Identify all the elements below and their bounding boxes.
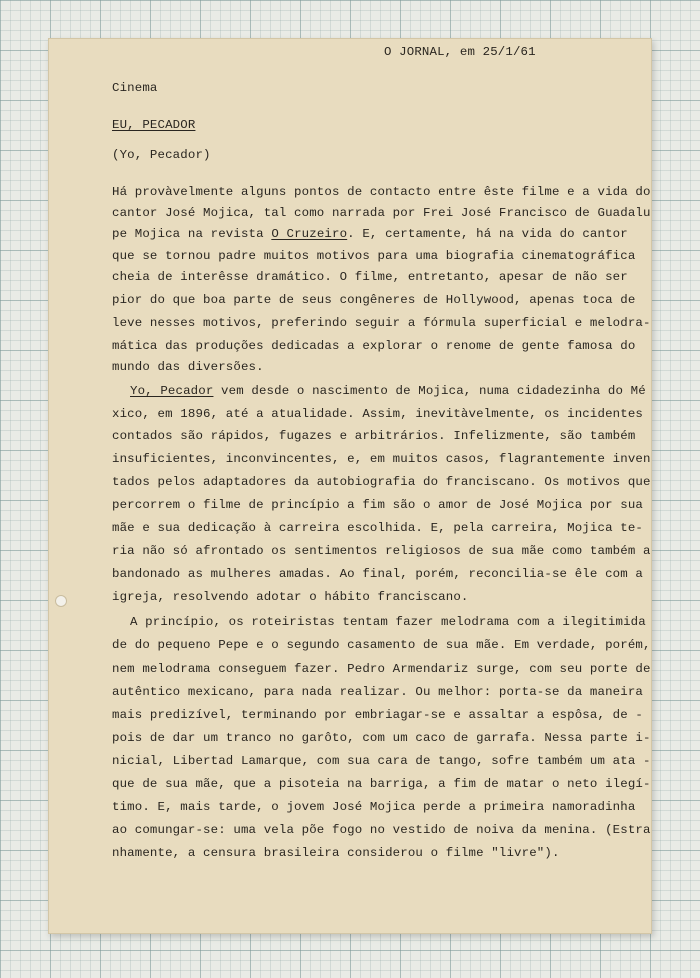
section-label: Cinema bbox=[112, 81, 158, 95]
article-title: EU, PECADOR bbox=[112, 118, 196, 132]
text-line: A princípio, os roteiristas tentam fazer melodrama com a ilegitimida bbox=[130, 615, 646, 629]
original-title: (Yo, Pecador) bbox=[112, 148, 211, 162]
text-line: que de sua mãe, que a pisoteia na barriga, a fim de matar o neto ilegí- bbox=[112, 777, 651, 791]
text-line: xico, em 1896, até a atualidade. Assim, inevitàvelmente, os incidentes bbox=[112, 407, 643, 421]
text-line: mundo das diversões. bbox=[112, 360, 264, 374]
text-line: que se tornou padre muitos motivos para uma biografia cinematográfica bbox=[112, 249, 636, 263]
text-line: nicial, Libertad Lamarque, com sua cara de tango, sofre também um ata - bbox=[112, 754, 651, 768]
text-line: pior do que boa parte de seus congêneres de Hollywood, apenas toca de bbox=[112, 293, 636, 307]
text-line: Há provàvelmente alguns pontos de contacto entre êste filme e a vida do bbox=[112, 185, 651, 199]
text-line: ao comungar-se: uma vela põe fogo no vestido de noiva da menina. (Estra bbox=[112, 823, 651, 837]
text-line: pois de dar um tranco no garôto, com um caco de garrafa. Nessa parte i- bbox=[112, 731, 651, 745]
text-line: ria não só afrontado os sentimentos religiosos de sua mãe como também a bbox=[112, 544, 651, 558]
text-line: Yo, Pecador vem desde o nascimento de Mojica, numa cidadezinha do Mé bbox=[130, 384, 646, 398]
text-line: insuficientes, inconvincentes, e, em muitos casos, flagrantemente inven bbox=[112, 452, 651, 466]
text-line: autêntico mexicano, para nada realizar. Ou melhor: porta-se da maneira bbox=[112, 685, 643, 699]
text-line: mãe e sua dedicação à carreira escolhida. E, pela carreira, Mojica te- bbox=[112, 521, 643, 535]
text-line: de do pequeno Pepe e o segundo casamento de sua mãe. Em verdade, porém, bbox=[112, 638, 651, 652]
text-line: timo. E, mais tarde, o jovem José Mojica perde a primeira namoradinha bbox=[112, 800, 636, 814]
film-title: Yo, Pecador bbox=[130, 384, 214, 398]
text-line: contados são rápidos, fugazes e arbitrários. Infelizmente, são também bbox=[112, 429, 636, 443]
source-line: O JORNAL, em 25/1/61 bbox=[384, 45, 536, 59]
text-line: cantor José Mojica, tal como narrada por Frei José Francisco de Guadalu bbox=[112, 206, 651, 220]
text-line: nem melodrama conseguem fazer. Pedro Armendariz surge, com seu porte de bbox=[112, 662, 651, 676]
punch-hole bbox=[56, 596, 66, 606]
text-line: cheia de interêsse dramático. O filme, entretanto, apesar de não ser bbox=[112, 270, 628, 284]
text-line: igreja, resolvendo adotar o hábito franciscano. bbox=[112, 590, 469, 604]
magazine-title: O Cruzeiro bbox=[271, 227, 348, 241]
text-line: mais predizível, terminando por embriagar-se e assaltar a espôsa, de - bbox=[112, 708, 643, 722]
text-line: mática das produções dedicadas a explorar o renome de gente famosa do bbox=[112, 339, 636, 353]
text-line: leve nesses motivos, preferindo seguir a fórmula superficial e melodra- bbox=[112, 316, 651, 330]
text-line: percorrem o filme de princípio a fim são o amor de José Mojica por sua bbox=[112, 498, 643, 512]
text-line: pe Mojica na revista O Cruzeiro. E, certamente, há na vida do cantor bbox=[112, 227, 628, 241]
text-line: bandonado as mulheres amadas. Ao final, porém, reconcilia-se êle com a bbox=[112, 567, 643, 581]
text-line: tados pelos adaptadores da autobiografia do franciscano. Os motivos que bbox=[112, 475, 651, 489]
text-line: nhamente, a censura brasileira considerou o filme "livre"). bbox=[112, 846, 560, 860]
